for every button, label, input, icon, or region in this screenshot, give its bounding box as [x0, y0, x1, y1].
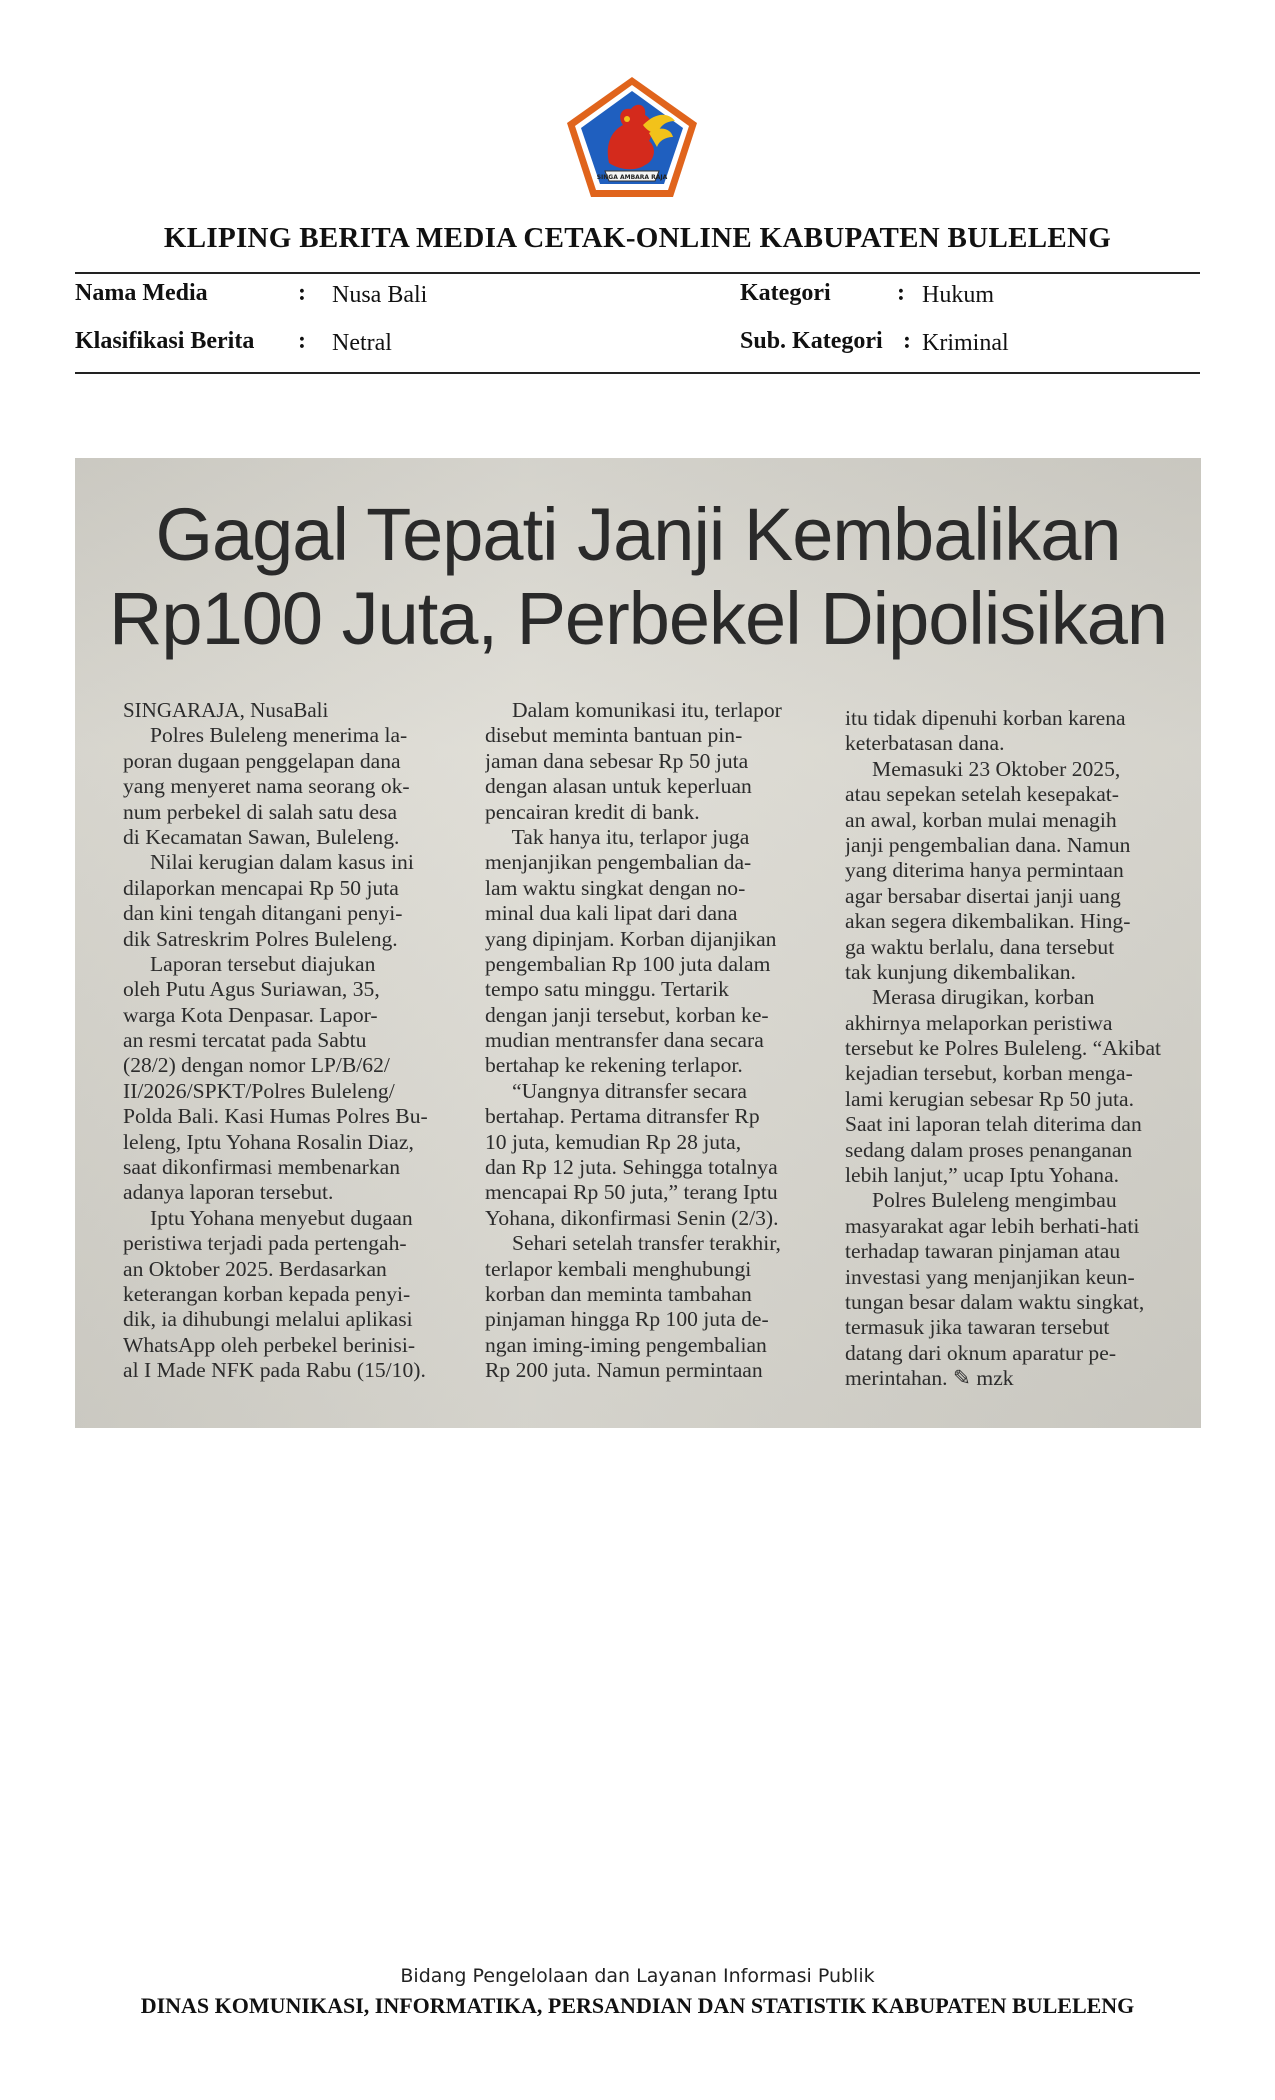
article-line: dik, ia dihubungi melalui aplikasi [123, 1307, 413, 1332]
article-line: investasi yang menjanjikan keun- [845, 1264, 1135, 1289]
article-headline-line1: Gagal Tepati Janji Kembalikan [155, 493, 1121, 576]
newspaper-clipping [75, 458, 1201, 1428]
meta-subkategori-row [740, 328, 1009, 356]
article-line: saat dikonfirmasi membenarkan [123, 1155, 401, 1180]
article-line: kejadian tersebut, korban menga- [845, 1061, 1133, 1086]
article-line: peristiwa terjadi pada pertengah- [123, 1231, 407, 1256]
article-column-1 [123, 698, 475, 1384]
article-line: Polda Bali. Kasi Humas Polres Bu- [123, 1104, 428, 1129]
article-line: Tak hanya itu, terlapor juga [485, 824, 750, 849]
article-column-3 [845, 706, 1197, 1392]
article-line: ga waktu berlalu, dana tersebut [845, 934, 1115, 959]
klasifikasi-colon: : [298, 328, 306, 354]
article-line: akan segera dikembalikan. Hing- [845, 909, 1131, 934]
article-line: yang diterima hanya permintaan [845, 858, 1124, 883]
article-line: pencairan kredit di bank. [485, 799, 700, 824]
document-title: KLIPING BERITA MEDIA CETAK-ONLINE KABUPATEN BULELENG [163, 222, 1112, 254]
media-label: Nama Media [75, 280, 208, 306]
article-line: warga Kota Denpasar. Lapor- [123, 1002, 378, 1027]
article-line: dan Rp 12 juta. Sehingga totalnya [485, 1155, 778, 1180]
article-line: yang dipinjam. Korban dijanjikan [485, 926, 777, 951]
article-line: an Oktober 2025. Berdasarkan [123, 1256, 387, 1281]
article-line: num perbekel di salah satu desa [123, 799, 398, 824]
kategori-value: Hukum [922, 282, 994, 308]
article-line: Nilai kerugian dalam kasus ini [123, 850, 414, 875]
article-line: Saat ini laporan telah diterima dan [845, 1112, 1142, 1137]
article-line: disebut meminta bantuan pin- [485, 723, 743, 748]
article-line: itu tidak dipenuhi korban karena [845, 706, 1126, 730]
article-line: SINGARAJA, NusaBali [123, 698, 329, 722]
article-line: tungan besar dalam waktu singkat, [845, 1289, 1145, 1314]
article-line: yang menyeret nama seorang ok- [123, 774, 410, 799]
article-line: poran dugaan penggelapan dana [123, 748, 401, 773]
logo-banner-text: SINGA AMBARA RAJA [596, 174, 668, 181]
meta-media-row [75, 280, 428, 308]
article-line: adanya laporan tersebut. [123, 1180, 334, 1205]
article-line: Yohana, dikonfirmasi Senin (2/3). [485, 1205, 779, 1230]
subkategori-value: Kriminal [922, 330, 1009, 356]
article-line: Iptu Yohana menyebut dugaan [123, 1205, 413, 1230]
article-line: Laporan tersebut diajukan [123, 951, 376, 976]
article-line: menjanjikan pengembalian da- [485, 850, 752, 875]
article-line: terlapor kembali menghubungi [485, 1256, 752, 1281]
klasifikasi-value: Netral [332, 330, 392, 356]
article-line: oleh Putu Agus Suriawan, 35, [123, 977, 380, 1002]
klasifikasi-label: Klasifikasi Berita [75, 328, 255, 354]
article-line: Sehari setelah transfer terakhir, [485, 1231, 781, 1256]
article-line: II/2026/SPKT/Polres Buleleng/ [123, 1078, 395, 1103]
article-line: WhatsApp oleh perbekel berinisi- [123, 1332, 416, 1357]
article-line: “Uangnya ditransfer secara [485, 1078, 747, 1103]
article-line: al I Made NFK pada Rabu (15/10). [123, 1358, 426, 1383]
article-line: keterangan korban kepada penyi- [123, 1281, 411, 1306]
article-line: sedang dalam proses penanganan [845, 1137, 1133, 1162]
article-line: pengembalian Rp 100 juta dalam [485, 951, 771, 976]
article-line: tempo satu minggu. Tertarik [485, 977, 729, 1002]
article-line: 10 juta, kemudian Rp 28 juta, [485, 1129, 742, 1154]
article-line: terhadap tawaran pinjaman atau [845, 1239, 1121, 1264]
article-line: Dalam komunikasi itu, terlapor [485, 698, 782, 722]
media-colon: : [298, 280, 306, 306]
article-column-2 [485, 698, 837, 1384]
article-line: Memasuki 23 Oktober 2025, [845, 756, 1121, 781]
article-line: masyarakat agar lebih berhati-hati [845, 1213, 1140, 1238]
article-line: ngan iming-iming pengembalian [485, 1332, 767, 1357]
article-line: tak kunjung dikembalikan. [845, 959, 1076, 984]
article-line: dik Satreskrim Polres Buleleng. [123, 926, 398, 951]
media-value: Nusa Bali [332, 282, 428, 308]
article-line: mencapai Rp 50 juta,” terang Iptu [485, 1180, 778, 1205]
meta-kategori-row [740, 280, 994, 308]
subkategori-label: Sub. Kategori [740, 328, 883, 354]
article-line: dan kini tengah ditangani penyi- [123, 901, 403, 926]
article-line: an awal, korban mulai menagih [845, 807, 1117, 832]
article-line: dilaporkan mencapai Rp 50 juta [123, 875, 399, 900]
article-line: di Kecamatan Sawan, Buleleng. [123, 824, 400, 849]
article-line: Rp 200 juta. Namun permintaan [485, 1358, 763, 1383]
article-line: mudian mentransfer dana secara [485, 1028, 764, 1053]
article-line: termasuk jika tawaran tersebut [845, 1315, 1110, 1340]
article-line: Polres Buleleng menerima la- [123, 723, 408, 748]
kategori-colon: : [897, 280, 905, 306]
article-line: merintahan. ✎ mzk [845, 1366, 1014, 1391]
footer-agency: DINAS KOMUNIKASI, INFORMATIKA, PERSANDIAN DAN STATISTIK KABUPATEN BULELENG [140, 1993, 1135, 2018]
article-line: bertahap ke rekening terlapor. [485, 1053, 743, 1078]
article-line: dengan alasan untuk keperluan [485, 774, 752, 799]
article-line: dengan janji tersebut, korban ke- [485, 1002, 769, 1027]
kategori-label: Kategori [740, 280, 831, 306]
article-line: keterbatasan dana. [845, 731, 1005, 756]
footer-division: Bidang Pengelolaan dan Layanan Informasi Publik [400, 1965, 875, 1987]
header-bottom-divider [75, 372, 1200, 374]
article-line: datang dari oknum aparatur pe- [845, 1340, 1117, 1365]
singa-ambara-raja-crest-icon [565, 75, 700, 200]
crest-logo [565, 75, 700, 200]
article-line: Polres Buleleng mengimbau [845, 1188, 1117, 1213]
meta-klasifikasi-row [75, 328, 392, 356]
article-line: lami kerugian sebesar Rp 50 juta. [845, 1086, 1135, 1111]
article-line: bertahap. Pertama ditransfer Rp [485, 1104, 760, 1129]
article-line: tersebut ke Polres Buleleng. “Akibat [845, 1036, 1162, 1061]
article-line: pinjaman hingga Rp 100 juta de- [485, 1307, 769, 1332]
header-top-divider [75, 272, 1200, 274]
subkategori-colon: : [903, 328, 911, 354]
article-line: an resmi tercatat pada Sabtu [123, 1028, 367, 1053]
article-line: Merasa dirugikan, korban [845, 985, 1095, 1010]
article-line: atau sepekan setelah kesepakat- [845, 782, 1119, 807]
article-line: lam waktu singkat dengan no- [485, 875, 746, 900]
article-line: jaman dana sebesar Rp 50 juta [485, 748, 749, 773]
article-line: janji pengembalian dana. Namun [845, 832, 1131, 857]
article-headline-line2: Rp100 Juta, Perbekel Dipolisikan [108, 577, 1168, 660]
article-line: (28/2) dengan nomor LP/B/62/ [123, 1053, 390, 1078]
article-line: akhirnya melaporkan peristiwa [845, 1010, 1113, 1035]
article-line: minal dua kali lipat dari dana [485, 901, 738, 926]
article-line: leleng, Iptu Yohana Rosalin Diaz, [123, 1129, 414, 1154]
article-line: lebih lanjut,” ucap Iptu Yohana. [845, 1163, 1120, 1188]
article-line: agar bersabar disertai janji uang [845, 883, 1121, 908]
article-line: korban dan meminta tambahan [485, 1281, 752, 1306]
